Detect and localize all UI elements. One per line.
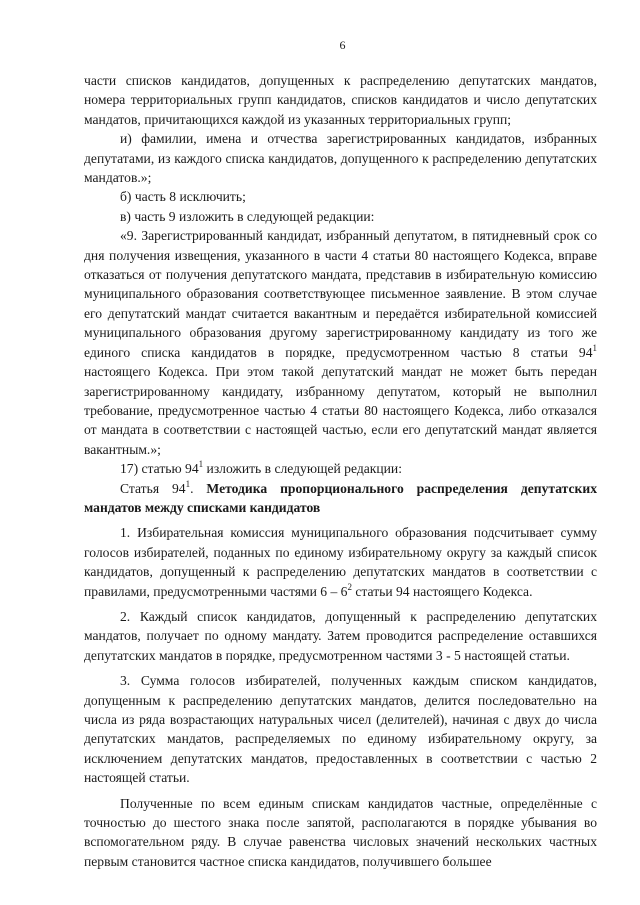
paragraph-list-continuation: части списков кандидатов, допущенных к распределению депутатских мандатов, номера территориальных групп кандидатов, списков кандидатов и число депутатских мандатов, причитающихся каждой из указанных территориальных групп; [84,73,597,127]
article-part-1-superscript: 2 [347,581,352,592]
paragraph-part-9 [84,226,597,459]
part-9-text-a: «9. Зарегистрированный кандидат, избранный депутатом, в пятидневный срок со дня получения извещения, указанного в части 4 статьи 80 настоящего Кодекса, вправе отказаться от получения депутатского мандата, представив в избирательную комиссию муниципального образования соответствующее письменное заявление. В этом случае его депутатский мандат считается вакантным и передаётся избирательной комиссией муниципального образования другому зарегистрированному кандидату из того же единого списка кандидатов в порядке, предусмотренном частью 8 статьи 94 [84,228,597,360]
paragraph-article-part-2: 2. Каждый список кандидатов, допущенный к распределению депутатских мандатов, получает по одному мандату. Затем проводится распределение оставшихся депутатских мандатов в порядке, предусмотренном частями 3 - 5 настоящей статьи. [84,608,597,663]
paragraph-item-b: б) часть 8 исключить; [120,189,246,205]
part-9-text-b: настоящего Кодекса. При этом такой депутатский мандат не может быть передан зарегистрированному кандидату, избранному депутатом, который не выполнил требование, предусмотренное частью 4 статьи 80 настоящего Кодекса, либо отказался от мандата в соответствии с настоящей частью, если его депутатский мандат является вакантным.»; [84,364,597,457]
article-part-1-text-a: 1. Избирательная комиссия муниципального образования подсчитывает сумму голосов избирателей, поданных по единому избирательному округу за каждый список кандидатов, допущенный к распределению депутатских мандатов в соответствии с правилами, предусмотренными частями 6 – 6 [84,525,597,599]
item-17-superscript: 1 [198,459,204,470]
article-heading-prefix: Статья 94 [120,480,186,496]
page-number: 6 [339,38,346,52]
article-heading [84,479,597,518]
paragraph-item-v: в) часть 9 изложить в следующей редакции: [120,208,375,224]
item-17-text-b: изложить в следующей редакции: [203,461,402,477]
paragraph-article-part-3: 3. Сумма голосов избирателей, полученных каждым списком кандидатов, допущенным к распределению депутатских мандатов, делится последовательно на числа из ряда возрастающих натуральных чисел (делителей), начиная с двух до числа депутатских мандатов, распределяемых по единому избирательному округу, за исключением депутатских мандатов, предоставленных в соответствии с частью 2 настоящей статьи. [84,673,597,786]
article-heading-title: Методика пропорционального распределения депутатских мандатов между списками кандидатов [84,480,597,515]
part-9-superscript: 1 [592,342,597,353]
article-part-1-text-b: статьи 94 настоящего Кодекса. [351,583,533,599]
article-heading-dot: . [190,480,207,496]
paragraph-article-part-1 [84,523,597,601]
paragraph-item-i: и) фамилии, имена и отчества зарегистрированных кандидатов, избранных депутатами, из каждого списка кандидатов, допущенного к распределению депутатских мандатов.»; [84,131,597,186]
item-17-text-a: 17) статью 94 [120,461,199,477]
article-heading-superscript: 1 [185,478,191,489]
paragraph-quotients: Полученные по всем единым спискам кандидатов частные, определённые с точностью до шестого знака после запятой, располагаются в порядке убывания во вспомогательном ряду. В случае равенства числовых значений нескольких частных первым становится частное списка кандидатов, получившего большее [84,795,597,869]
paragraph-item-17 [84,459,597,478]
